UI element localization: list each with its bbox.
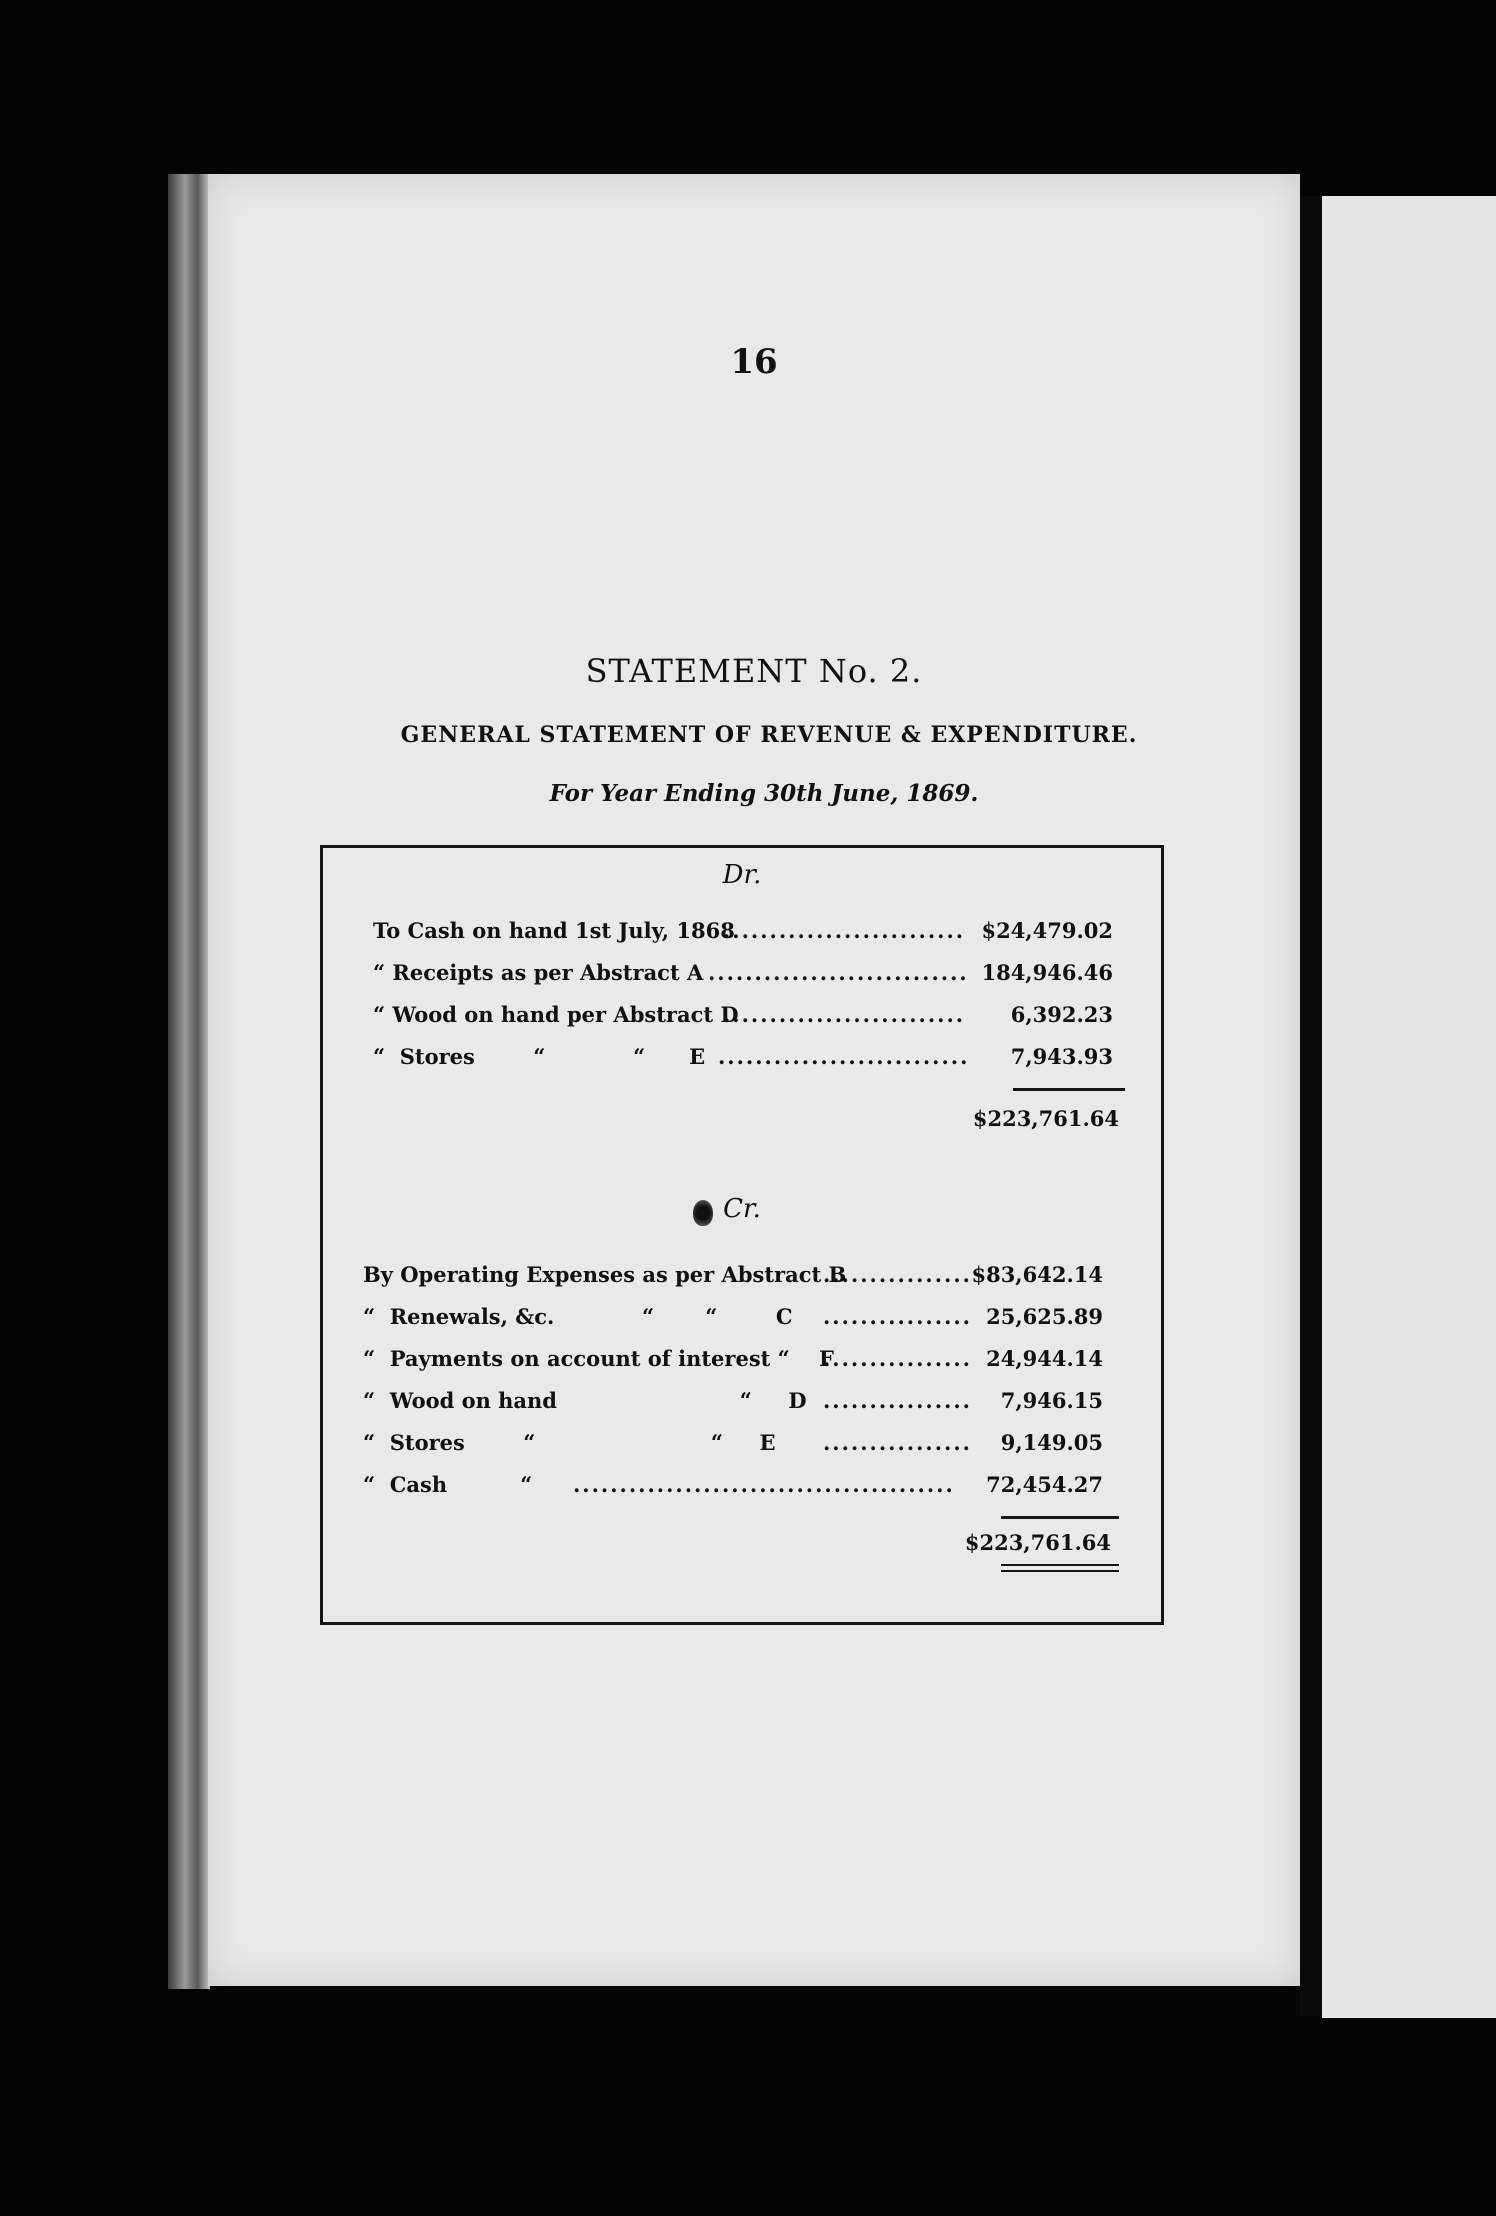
debit-row xyxy=(373,1044,1113,1078)
leader-dots: ................ xyxy=(823,1262,972,1287)
debit-row-amount: 7,943.93 xyxy=(1010,1044,1113,1069)
subtotal-rule xyxy=(1001,1516,1119,1519)
credit-row xyxy=(363,1262,1103,1296)
credit-row-desc: By Operating Expenses as per Abstract B xyxy=(363,1262,847,1287)
statement-table xyxy=(320,845,1164,1625)
credit-row-amount: 72,454.27 xyxy=(986,1472,1103,1497)
book-page-edges xyxy=(168,174,210,1989)
debit-row xyxy=(373,918,1113,952)
statement-title: STATEMENT No. 2. xyxy=(585,652,923,690)
credit-row-desc: “ Cash “ xyxy=(363,1472,533,1497)
document-page xyxy=(208,174,1300,1986)
debit-row xyxy=(373,1002,1113,1036)
debit-row-amount: 6,392.23 xyxy=(1010,1002,1113,1027)
credit-row-amount: 7,946.15 xyxy=(1000,1388,1103,1413)
credit-row-amount: 24,944.14 xyxy=(986,1346,1103,1371)
credit-total: $223,761.64 xyxy=(964,1530,1111,1555)
leader-dots: ......................................... xyxy=(573,1472,955,1497)
credit-row xyxy=(363,1346,1103,1380)
subtotal-rule xyxy=(1013,1088,1125,1091)
leader-dots: ........................... xyxy=(718,1044,970,1069)
debit-heading: Dr. xyxy=(722,860,762,890)
total-double-rule xyxy=(1001,1570,1119,1572)
credit-row xyxy=(363,1472,1103,1506)
statement-period: For Year Ending 30th June, 1869. xyxy=(549,780,979,807)
facing-page xyxy=(1322,196,1496,2018)
statement-subtitle: GENERAL STATEMENT OF REVENUE & EXPENDITURE. xyxy=(400,722,1138,748)
debit-row-desc: “ Stores “ “ E xyxy=(373,1044,706,1069)
leader-dots: ................ xyxy=(823,1346,972,1371)
debit-row-desc: To Cash on hand 1st July, 1868 xyxy=(373,918,735,943)
debit-row xyxy=(373,960,1113,994)
credit-row-amount: 9,149.05 xyxy=(1000,1430,1103,1455)
credit-row-desc: “ Payments on account of interest “ F xyxy=(363,1346,834,1371)
credit-row-desc: “ Stores “ “ E xyxy=(363,1430,776,1455)
book-gutter xyxy=(1300,196,1322,2016)
credit-row-desc: “ Wood on hand “ D xyxy=(363,1388,807,1413)
leader-dots: ................ xyxy=(823,1430,972,1455)
total-double-rule xyxy=(1001,1564,1119,1566)
credit-row-desc: “ Renewals, &c. “ “ C xyxy=(363,1304,793,1329)
leader-dots: .......................... xyxy=(723,1002,966,1027)
credit-row-amount: $83,642.14 xyxy=(971,1262,1103,1287)
credit-row xyxy=(363,1430,1103,1464)
page-number: 16 xyxy=(730,342,778,382)
leader-dots: ................ xyxy=(823,1304,972,1329)
debit-row-desc: “ Wood on hand per Abstract D xyxy=(373,1002,739,1027)
debit-row-amount: 184,946.46 xyxy=(981,960,1113,985)
credit-row-amount: 25,625.89 xyxy=(986,1304,1103,1329)
credit-row xyxy=(363,1304,1103,1338)
credit-heading: Cr. xyxy=(723,1194,761,1224)
leader-dots: ............................ xyxy=(708,960,969,985)
leader-dots: .......................... xyxy=(723,918,966,943)
debit-row-amount: $24,479.02 xyxy=(981,918,1113,943)
leader-dots: ................ xyxy=(823,1388,972,1413)
debit-row-desc: “ Receipts as per Abstract A xyxy=(373,960,704,985)
debit-total: $223,761.64 xyxy=(972,1106,1119,1131)
credit-row xyxy=(363,1388,1103,1422)
